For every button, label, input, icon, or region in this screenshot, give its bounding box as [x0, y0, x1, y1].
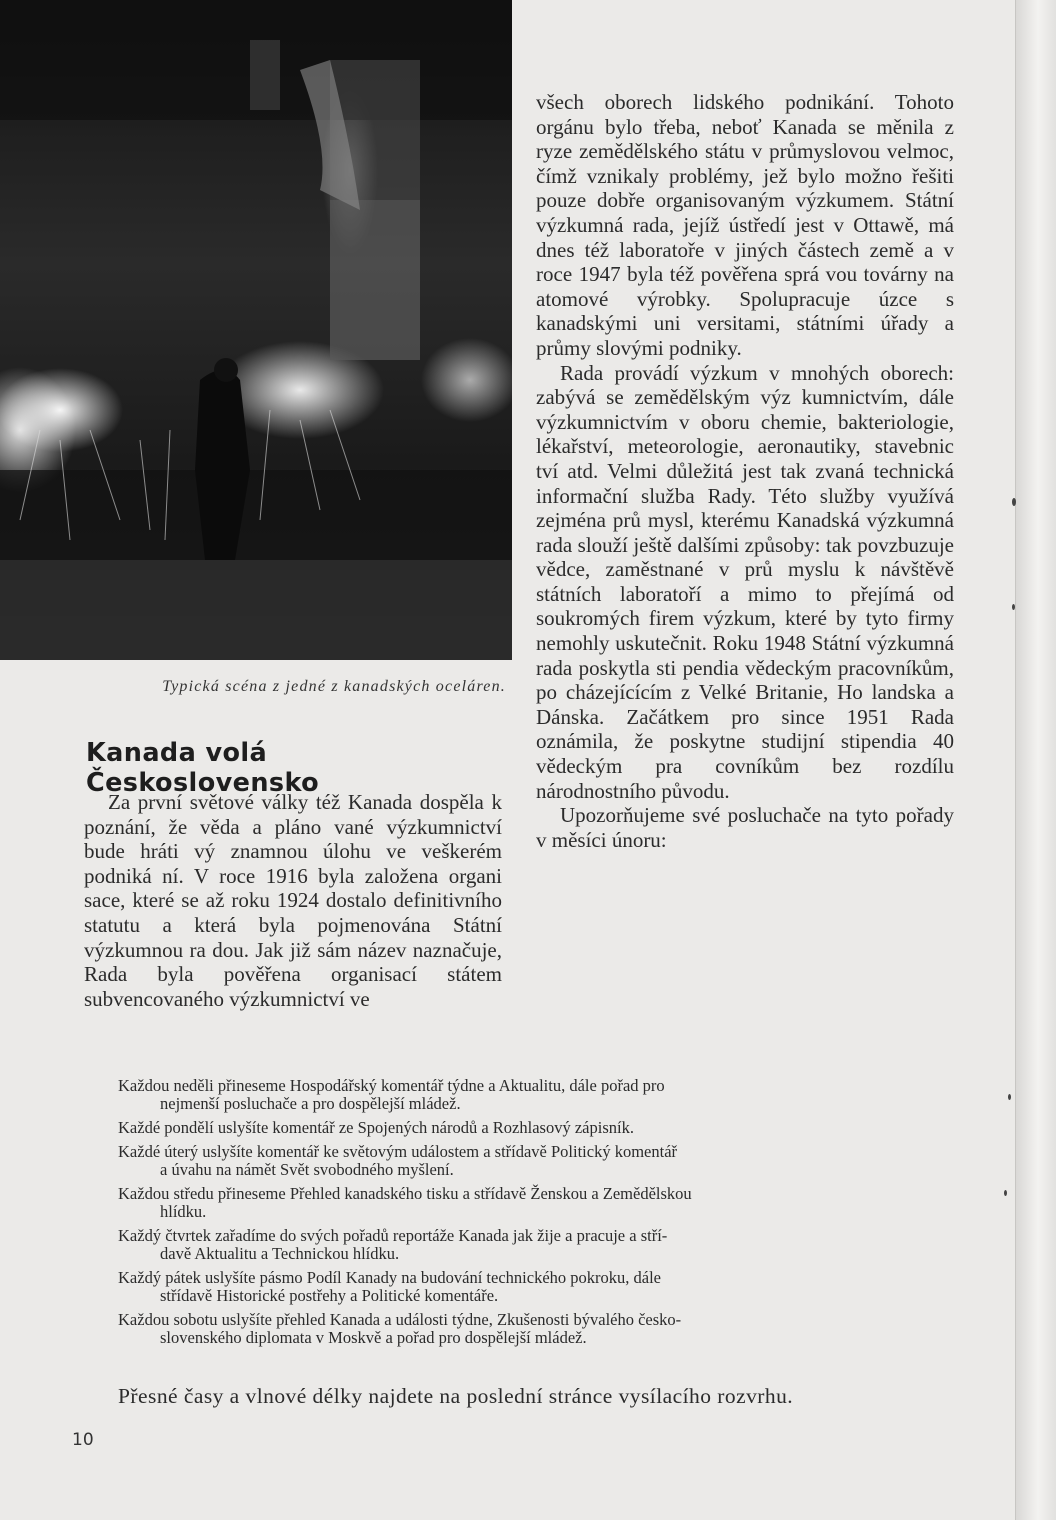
text-line: výzkumem. Státní výzkumná rada,	[536, 188, 954, 237]
text-line: Upozorňujeme své posluchače na	[560, 803, 856, 828]
schedule-item-tuesday	[118, 1143, 910, 1179]
text-line: Rada byla pověřena organisací státem	[84, 962, 502, 987]
text-line: landska a Dánska. Začátkem pro	[536, 680, 954, 729]
binding-gutter	[1015, 0, 1056, 1520]
text-line: všech oborech lidského podnikání.	[536, 90, 895, 114]
schedule-item-monday	[118, 1119, 910, 1137]
schedule-item-friday	[118, 1269, 910, 1305]
text-line: Rada provádí výzkum v mnohých	[560, 360, 881, 385]
schedule-line: Každou neděli přineseme Hospodářský komentář týdne a Aktualitu, dále pořad pro	[118, 1076, 665, 1095]
schedule-item-saturday	[118, 1311, 910, 1347]
text-line: ní. V roce 1916 byla založena organi	[162, 863, 502, 888]
text-line: znamnou úlohu ve veškerém podniká	[84, 839, 503, 888]
text-line: rada slouží ještě dalšími způsoby: tak	[536, 532, 858, 557]
schedule-line: Každou sobotu uslyšíte přehled Kanada a události týdne, Zkušenosti bývalého česko-	[118, 1310, 682, 1329]
schedule-line: Každý pátek uslyšíte pásmo Podíl Kanady na budování technického pokroku, dále	[118, 1268, 661, 1287]
schedule-line: Každé pondělí uslyšíte komentář ze Spojených národů a Rozhlasový zápisník.	[118, 1118, 634, 1137]
text-line: slovými podniky.	[596, 335, 742, 360]
text-line: řešiti pouze dobře organisovaným	[536, 163, 954, 213]
footer-note: Přesné časy a vlnové délky najdete na poslední stránce vysílacího rozvrhu.	[118, 1384, 794, 1408]
text-line: subvencovaného výzkumnictví ve	[84, 986, 370, 1011]
text-line: tyto pořady v měsíci únoru:	[536, 803, 954, 852]
page-number: 10	[72, 1430, 94, 1450]
text-line: myslu k návštěvě státních laboratoří	[536, 557, 955, 606]
left-column-paragraph	[84, 790, 502, 1011]
right-text-column	[536, 90, 954, 852]
text-line: vznikaly problémy, jež bylo možno	[586, 163, 912, 188]
text-line: Této služby využívá zejména prů	[536, 483, 954, 533]
text-line: vané výzkumnictví bude hráti vý	[84, 814, 502, 864]
text-line: since 1951 Rada oznámila, že poskytne	[536, 704, 954, 754]
scan-mark	[1008, 1094, 1011, 1100]
scan-mark	[1012, 604, 1015, 610]
schedule-line: davě Aktualitu a Technickou hlídku.	[160, 1244, 400, 1263]
right-paragraph-2	[536, 361, 954, 804]
text-line: původu.	[661, 778, 730, 803]
text-line: Tohoto orgánu bylo třeba, neboť	[536, 90, 954, 139]
text-line: Kanada se měnila z ryze zemědělského	[536, 114, 954, 164]
right-paragraph-1	[536, 90, 954, 361]
text-line: Spolupracuje úzce s kanadskými uni	[536, 286, 954, 336]
text-line: covníkům bez rozdílu národnostního	[536, 754, 954, 803]
schedule-line: slovenského diplomata v Moskvě a pořad pro dospělejší mládež.	[160, 1328, 587, 1347]
text-line: a v roce 1947 byla též pověřena sprá	[536, 237, 954, 287]
text-line: pendia vědeckým pracovníkům, po	[536, 655, 955, 705]
text-line: jejíž ústředí jest v Ottawě, má dnes	[536, 212, 954, 262]
text-line: firem výzkum, které by tyto firmy	[648, 606, 954, 631]
scan-mark	[1012, 498, 1016, 506]
steel-mill-photo	[0, 0, 512, 660]
text-line: Státní výzkumná rada poskytla sti	[536, 631, 954, 680]
text-line: a mimo to přejímá od soukromých	[536, 581, 955, 631]
schedule-item-sunday	[118, 1077, 910, 1113]
text-line: meteorologie, aeronautiky, stavebnic	[627, 434, 955, 459]
schedule-line: Každé úterý uslyšíte komentář ke světovým událostem a střídavě Politický komentář	[118, 1142, 678, 1161]
text-line: pojmenována Státní výzkumnou ra	[84, 912, 502, 962]
schedule-line: nejmenší posluchače a pro dospělejší mládež.	[160, 1094, 461, 1113]
text-line: vou továrny na atomové výrobky.	[536, 262, 954, 311]
scan-mark	[1004, 1190, 1007, 1196]
text-line: Za první světové války též Kanada	[108, 790, 420, 814]
photo-caption: Typická scéna z jedné z kanadských oceláren.	[162, 678, 506, 695]
text-line: oboru chemie, bakteriologie, lékařství,	[536, 409, 954, 459]
schedule-line: a úvahu na námět Svět svobodného myšlení.	[160, 1160, 454, 1179]
text-line: sace, které se až roku 1924 dostalo	[84, 888, 394, 913]
right-paragraph-3	[536, 803, 954, 852]
article-heading: Kanada volá Československo	[86, 738, 320, 798]
schedule-line: Každý čtvrtek zařadíme do svých pořadů reportáže Kanada jak žije a pracuje a stří-	[118, 1226, 668, 1245]
text-line: technická informační služba Rady.	[536, 458, 954, 508]
text-line: versitami, státními úřady a průmy	[536, 311, 954, 360]
text-line: tví atd. Velmi důležitá jest tak zvaná	[536, 458, 874, 483]
text-line: též laboratoře v jiných částech země	[584, 237, 925, 262]
text-line: oborech: zabývá se zemědělským výz	[536, 360, 954, 410]
left-text-column	[84, 790, 502, 1011]
broadcast-schedule	[118, 1077, 910, 1353]
schedule-line: hlídku.	[160, 1202, 207, 1221]
schedule-line: Každou středu přineseme Přehled kanadského tisku a střídavě Ženskou a Zemědělskou	[118, 1184, 692, 1203]
text-line: mysl, kterému Kanadská výzkumná	[647, 508, 955, 533]
text-line: studijní stipendia 40 vědeckým pra	[536, 729, 954, 779]
schedule-line: střídavě Historické postřehy a Politické komentáře.	[160, 1286, 499, 1305]
schedule-item-thursday	[118, 1227, 910, 1263]
text-line: dospěla k poznání, že věda a pláno	[84, 790, 502, 839]
text-line: dou. Jak již sám název naznačuje,	[212, 937, 502, 962]
text-line: definitivního statutu a která byla	[84, 888, 502, 937]
text-line: povzbuzuje vědce, zaměstnané v prů	[536, 532, 954, 582]
text-line: státu v průmyslovou velmoc, čímž	[536, 139, 954, 188]
steel-mill-illustration	[0, 0, 512, 660]
text-line: nemohly uskutečnit. Roku 1948	[536, 631, 812, 656]
text-line: kumnictvím, dále výzkumnictvím v	[536, 385, 954, 434]
schedule-item-wednesday	[118, 1185, 910, 1221]
text-line: cházejícícím z Velké Britanie, Ho	[565, 680, 863, 705]
